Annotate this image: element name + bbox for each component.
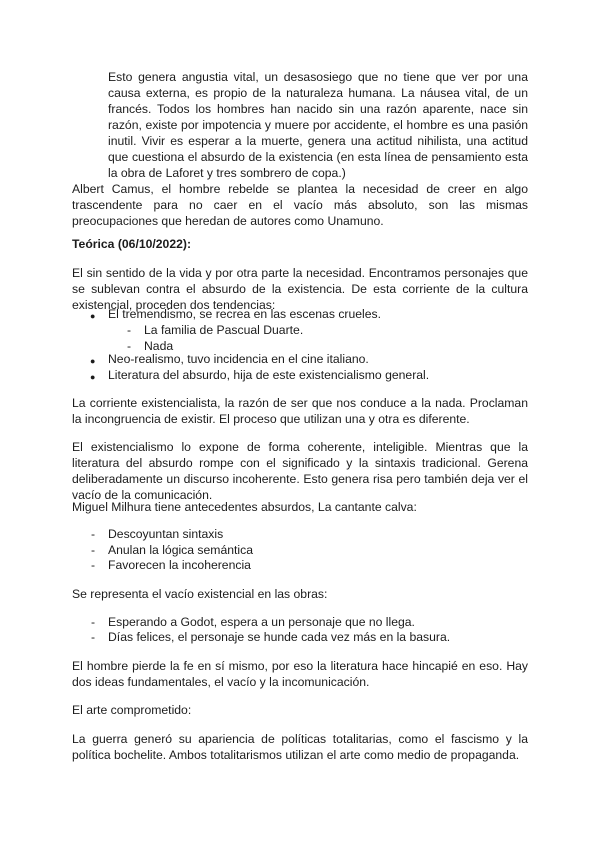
bullet-marker: ●: [90, 311, 96, 321]
sub-bullet-item: Nada: [144, 339, 174, 353]
paragraph-hombre: El hombre pierde la fe en sí mismo, por eso la literatura hace hincapié en eso. Hay dos ideas fundamentales, el vacío y la incomunicación.: [72, 659, 528, 689]
dash-marker: -: [127, 323, 132, 337]
section-heading: Teórica (06/10/2022):: [72, 237, 192, 251]
dash-item: Descoyuntan sintaxis: [108, 527, 224, 541]
dash-marker: -: [91, 543, 96, 557]
paragraph-existencialismo: El existencialismo lo expone de forma coherente, inteligible. Mientras que la literatura del absurdo rompe con el significado y la sintaxis tradicional. Gerena deliberadamente un discurso incoherente. Esto genera risa pero también deja ver el vacío de la comunicación.: [72, 440, 528, 502]
dash-marker: -: [91, 558, 96, 572]
bullet-item: Neo-realismo, tuvo incidencia en el cine italiano.: [108, 352, 369, 366]
bullet-item: Literatura del absurdo, hija de este existencialismo general.: [108, 368, 430, 382]
paragraph-vacio: Se representa el vacío existencial en las obras:: [72, 587, 328, 601]
bullet-marker: ●: [90, 356, 96, 366]
dash-item: Anulan la lógica semántica: [108, 543, 253, 557]
bullet-item: El tremendismo, se recrea en las escenas crueles.: [108, 307, 381, 321]
dash-marker: -: [91, 615, 96, 629]
dash-item: Esperando a Godot, espera a un personaje que no llega.: [108, 615, 415, 629]
bullet-marker: ●: [90, 372, 96, 382]
paragraph-quote: Esto genera angustia vital, un desasosiego que no tiene que ver por una causa externa, es propio de la naturaleza humana. La náusea vital, de un francés. Todos los hombres han nacido sin una razón aparente, nace sin razón, existe por impotencia y muere por accidente, el hombre es una pasión inutil. Vivir es esperar a la muerte, genera una actitud nihilista, una actitud que cuestiona el absurdo de la existencia (en esta línea de pensamiento esta la obra de Laforet y tres sombrero de copa.): [108, 70, 528, 180]
paragraph-corriente: La corriente existencialista, la razón de ser que nos conduce a la nada. Proclaman la incongruencia de existir. El proceso que utilizan una y otra es diferente.: [72, 396, 528, 426]
paragraph-mihura: Miguel Milhura tiene antecedentes absurdos, La cantante calva:: [72, 500, 417, 514]
paragraph-arte: El arte comprometido:: [72, 703, 192, 717]
dash-marker: -: [91, 630, 96, 644]
sub-bullet-item: La familia de Pascual Duarte.: [144, 323, 304, 337]
paragraph-intro: El sin sentido de la vida y por otra parte la necesidad. Encontramos personajes que se sublevan contra el absurdo de la existencia. De esta corriente de la cultura existencial, proceden dos tendencias:: [72, 266, 528, 312]
paragraph-guerra: La guerra generó su apariencia de políticas totalitarias, como el fascismo y la política bochelite. Ambos totalitarismos utilizan el arte como medio de propaganda.: [72, 732, 528, 762]
dash-marker: -: [91, 527, 96, 541]
dash-item: Favorecen la incoherencia: [108, 558, 251, 572]
dash-item: Días felices, el personaje se hunde cada vez más en la basura.: [108, 630, 451, 644]
paragraph-camus: Albert Camus, el hombre rebelde se plantea la necesidad de creer en algo trascendente para no caer en el vacío más absoluto, son las mismas preocupaciones que heredan de autores como Unamuno.: [72, 182, 528, 228]
dash-marker: -: [127, 339, 132, 353]
